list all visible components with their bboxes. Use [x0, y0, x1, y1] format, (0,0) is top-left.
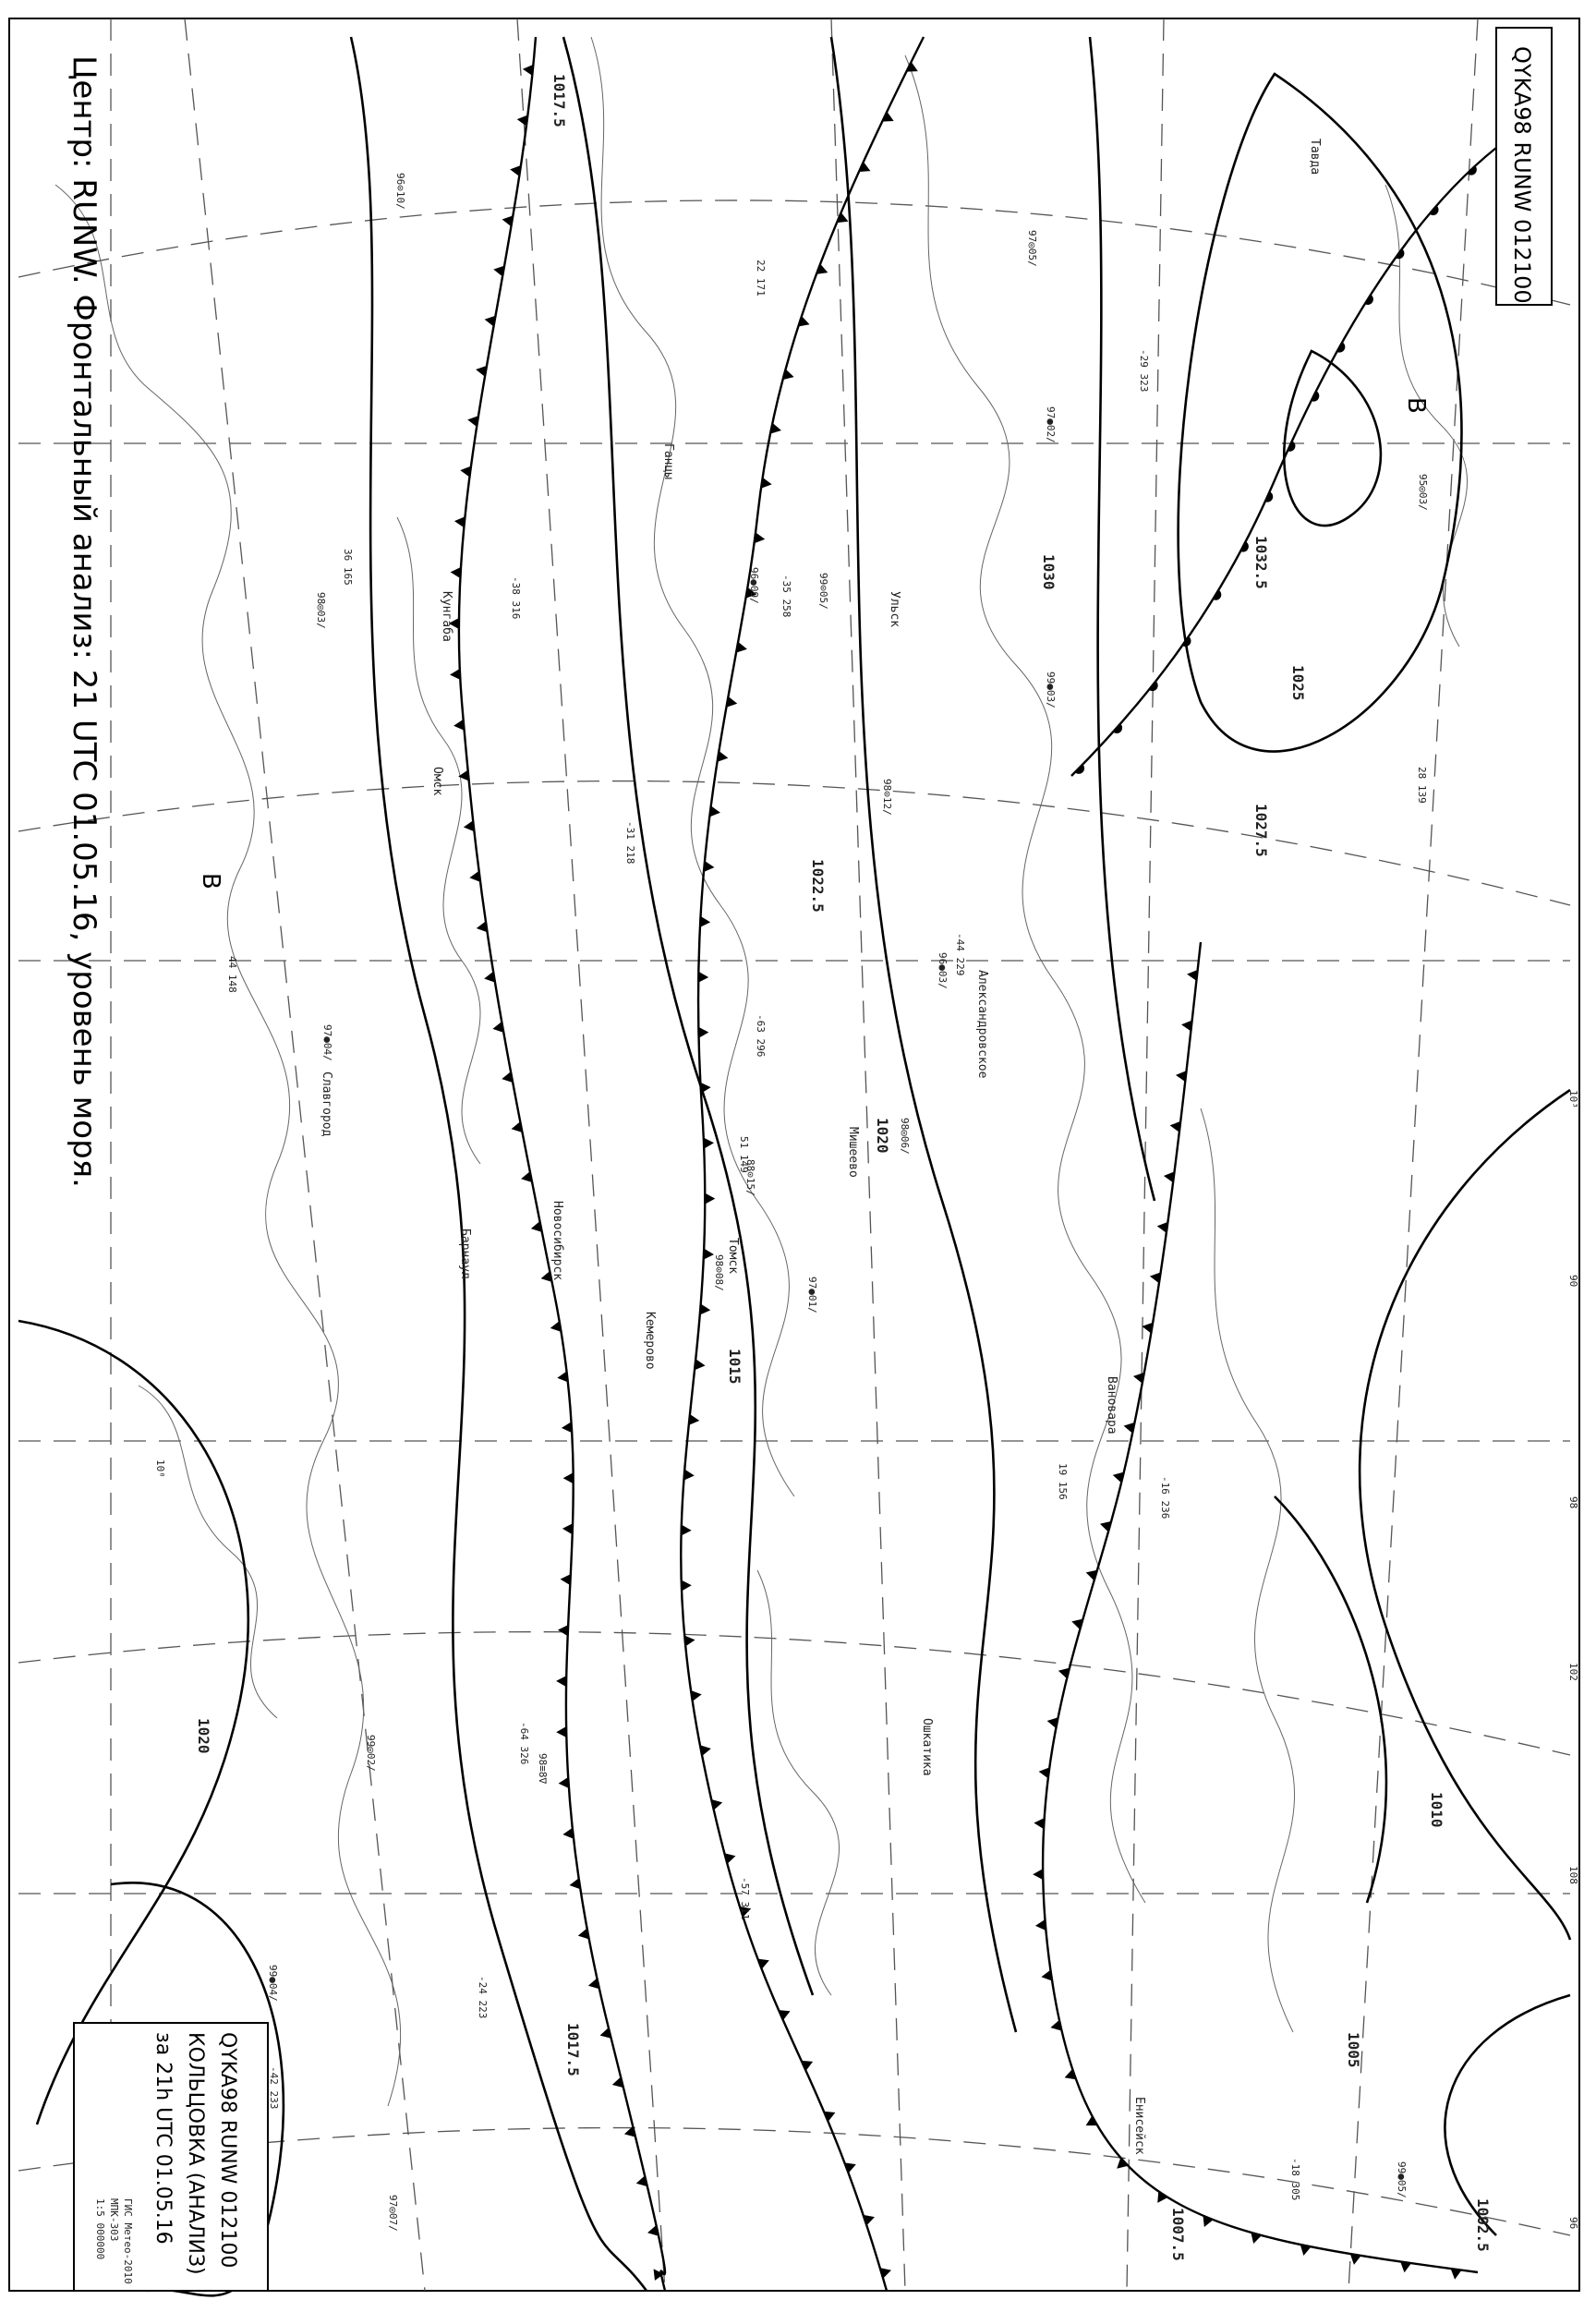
- city-label: Барнаул: [458, 1229, 472, 1279]
- info-line3: за 21h UTC 01.05.16: [151, 2032, 175, 2245]
- station-plot: 19 156: [1057, 1463, 1069, 1500]
- city-label: Тавда: [1308, 139, 1322, 176]
- city-label: Славгород: [320, 1071, 333, 1137]
- isobar-label: 1030: [1040, 554, 1058, 590]
- city-label: Ульск: [888, 591, 901, 628]
- info-credit2: МПК-303: [108, 2198, 120, 2242]
- city-label: Ошкатика: [920, 1718, 934, 1776]
- header-code-box: [1496, 28, 1552, 305]
- margin-number: 10³: [1567, 1090, 1579, 1108]
- station-plot: 28 139: [1416, 767, 1428, 804]
- margin-number: 96: [1567, 2217, 1579, 2230]
- isobar-label: 1010: [1428, 1792, 1445, 1828]
- isobar-label: 1027.5: [1252, 804, 1270, 857]
- city-label: Вановара: [1105, 1376, 1118, 1434]
- station-plot: -57 311: [739, 1877, 751, 1920]
- margin-number: 108: [1567, 1866, 1579, 1884]
- station-plot: 98≡8∇: [537, 1753, 549, 1785]
- margin-number: 10⁰: [154, 1459, 166, 1478]
- isobar-label: 1002.5: [1474, 2198, 1492, 2252]
- station-plot: 99●03/: [1045, 672, 1057, 708]
- info-credit3: 1:5 000000: [94, 2198, 106, 2260]
- city-label: Кунгаба: [440, 591, 453, 642]
- station-plot: -44 229: [954, 933, 966, 976]
- station-plot: -18 305: [1289, 2158, 1301, 2201]
- station-plot: 98◎03/: [315, 592, 327, 629]
- station-plot: 51 149: [738, 1136, 750, 1173]
- station-plot: -16 236: [1159, 1476, 1171, 1519]
- station-plot: -29 323: [1138, 349, 1150, 393]
- isobar-label: 1015: [726, 1349, 744, 1385]
- station-plot: 97◎05/: [1026, 230, 1038, 267]
- station-plot: 98⊙12/: [881, 779, 893, 816]
- city-label: Кемерово: [643, 1312, 657, 1370]
- station-plot: 88⊙15/: [744, 1159, 756, 1196]
- city-label: Новосибирск: [550, 1201, 564, 1281]
- station-plot: 44 148: [226, 956, 238, 993]
- station-plot: 99●04/: [267, 1965, 279, 2002]
- chart-title: Центр: RUNW. Фронтальный анализ: 21 UTC 01.05.16, уровень моря.: [66, 55, 103, 1188]
- station-plot: -31 218: [624, 821, 636, 865]
- info-line1: QYKA98 RUNW 012100: [216, 2032, 239, 2269]
- city-label: Томск: [726, 1238, 740, 1275]
- station-plot: 98◎06/: [899, 1118, 911, 1155]
- isobar-label: 1022.5: [809, 859, 827, 913]
- station-plot: -64 326: [518, 1722, 530, 1765]
- station-plot: 96●09/: [748, 567, 760, 604]
- pressure-center-high-2: В: [197, 873, 224, 890]
- station-plot: 22 171: [755, 260, 767, 297]
- city-label: Омск: [430, 767, 444, 796]
- station-plot: 99◎02/: [365, 1735, 377, 1772]
- station-plot: 97●04/: [321, 1024, 333, 1061]
- station-plot: -38 316: [510, 576, 522, 620]
- station-plot: -35 258: [780, 575, 792, 618]
- station-plot: -42 233: [268, 2066, 280, 2110]
- station-plot: -24 223: [477, 1976, 489, 2019]
- isobar-label: 1025: [1289, 665, 1307, 701]
- info-line2: КОЛЬЦОВКА (АНАЛИЗ): [184, 2032, 207, 2275]
- station-plot: 36 165: [342, 549, 354, 586]
- station-plot: 96⊙10/: [394, 173, 406, 210]
- city-label: Ганцы: [661, 443, 675, 480]
- city-label: Мишеево: [846, 1127, 860, 1178]
- isobar-label: 1007.5: [1169, 2208, 1187, 2261]
- isobar-label: 1020: [195, 1718, 212, 1754]
- margin-number: 98: [1567, 1496, 1579, 1509]
- station-plot: 99⊙05/: [817, 573, 829, 610]
- header-code: QYKA98 RUNW 012100: [1509, 46, 1535, 304]
- isobar-label: 1017.5: [564, 2023, 582, 2076]
- station-plot: 99●05/: [1396, 2161, 1408, 2198]
- isobar-label: 1032.5: [1252, 536, 1270, 589]
- margin-number: 90: [1567, 1275, 1579, 1288]
- city-label: Енисейск: [1132, 2097, 1146, 2155]
- isobar-label: 1017.5: [550, 74, 568, 127]
- info-credit1: ГИС Метео-2010: [122, 2198, 134, 2284]
- isobar-label: 1020: [874, 1118, 891, 1154]
- pressure-center-high-1: В: [1402, 397, 1430, 414]
- margin-number: 102: [1567, 1663, 1579, 1681]
- station-plot: 95◎03/: [1417, 474, 1429, 511]
- station-plot: 97●01/: [806, 1277, 818, 1313]
- station-plot: 98⊙08/: [713, 1254, 725, 1291]
- station-plot: 96●03/: [937, 952, 949, 989]
- city-label: Александровское: [975, 970, 989, 1079]
- info-box: [74, 2023, 268, 2291]
- station-plot: 97◎07/: [387, 2195, 399, 2232]
- station-plot: -63 296: [755, 1014, 767, 1058]
- isobar-label: 1005: [1345, 2032, 1362, 2068]
- station-plot: 97●02/: [1045, 406, 1057, 443]
